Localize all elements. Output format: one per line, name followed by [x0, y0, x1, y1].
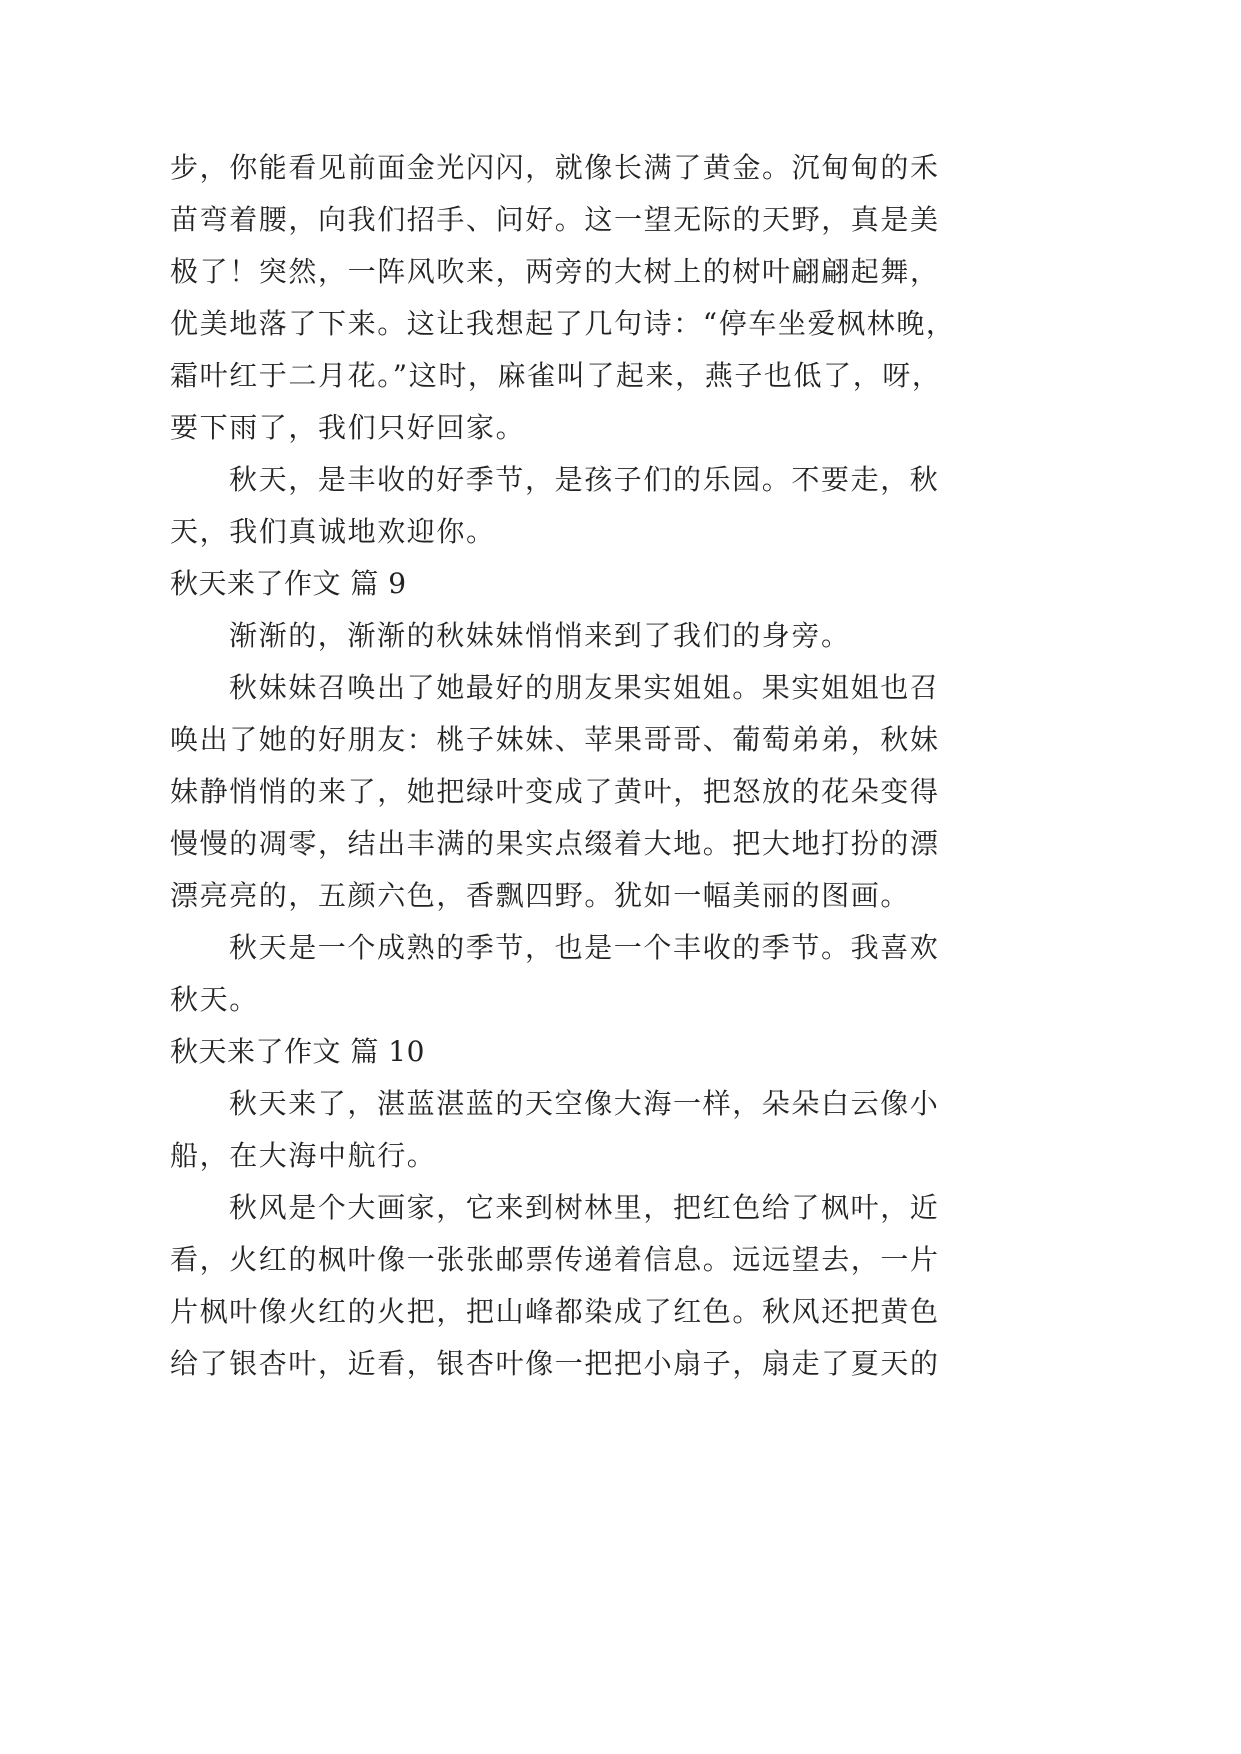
text-line: 秋天来了，湛蓝湛蓝的天空像大海一样，朵朵白云像小	[229, 1087, 940, 1120]
text-line: 极了！突然，一阵风吹来，两旁的大树上的树叶翩翩起舞，	[170, 255, 940, 288]
paragraph	[170, 1182, 970, 1390]
text-line: 看，火红的枫叶像一张张邮票传递着信息。远远望去，一片	[170, 1243, 940, 1276]
text-line: 渐渐的，渐渐的秋妹妹悄悄来到了我们的身旁。	[229, 619, 851, 652]
paragraph	[170, 1078, 970, 1182]
text-line: 苗弯着腰，向我们招手、问好。这一望无际的天野，真是美	[170, 203, 940, 236]
paragraph	[170, 610, 970, 662]
text-line: 秋天是一个成熟的季节，也是一个丰收的季节。我喜欢	[229, 931, 940, 964]
section-heading: 秋天来了作文 篇 10	[170, 1035, 425, 1068]
document-page	[170, 142, 970, 1390]
section-heading: 秋天来了作文 篇 9	[170, 567, 407, 600]
text-line: 天，我们真诚地欢迎你。	[170, 515, 496, 548]
text-line: 漂亮亮的，五颜六色，香飘四野。犹如一幅美丽的图画。	[170, 879, 911, 912]
text-line: 秋天，是丰收的好季节，是孩子们的乐园。不要走，秋	[229, 463, 940, 496]
text-line: 秋天。	[170, 983, 259, 1016]
paragraph	[170, 922, 970, 1026]
text-line: 步，你能看见前面金光闪闪，就像长满了黄金。沉甸甸的禾	[170, 151, 940, 184]
text-line: 唤出了她的好朋友：桃子妹妹、苹果哥哥、葡萄弟弟，秋妹	[170, 723, 940, 756]
text-line: 秋风是个大画家，它来到树林里，把红色给了枫叶，近	[229, 1191, 940, 1224]
text-line: 优美地落了下来。这让我想起了几句诗：“停车坐爱枫林晚，	[170, 307, 956, 340]
text-line: 给了银杏叶，近看，银杏叶像一把把小扇子，扇走了夏天的	[170, 1347, 940, 1380]
text-line: 慢慢的凋零，结出丰满的果实点缀着大地。把大地打扮的漂	[170, 827, 940, 860]
paragraph	[170, 662, 970, 922]
text-line: 妹静悄悄的来了，她把绿叶变成了黄叶，把怒放的花朵变得	[170, 775, 940, 808]
text-line: 秋妹妹召唤出了她最好的朋友果实姐姐。果实姐姐也召	[229, 671, 940, 704]
paragraph	[170, 142, 970, 454]
text-line: 片枫叶像火红的火把，把山峰都染成了红色。秋风还把黄色	[170, 1295, 940, 1328]
text-line: 霜叶红于二月花。”这时，麻雀叫了起来，燕子也低了，呀，	[170, 359, 942, 392]
text-line: 船，在大海中航行。	[170, 1139, 437, 1172]
paragraph	[170, 454, 970, 558]
text-line: 要下雨了，我们只好回家。	[170, 411, 526, 444]
